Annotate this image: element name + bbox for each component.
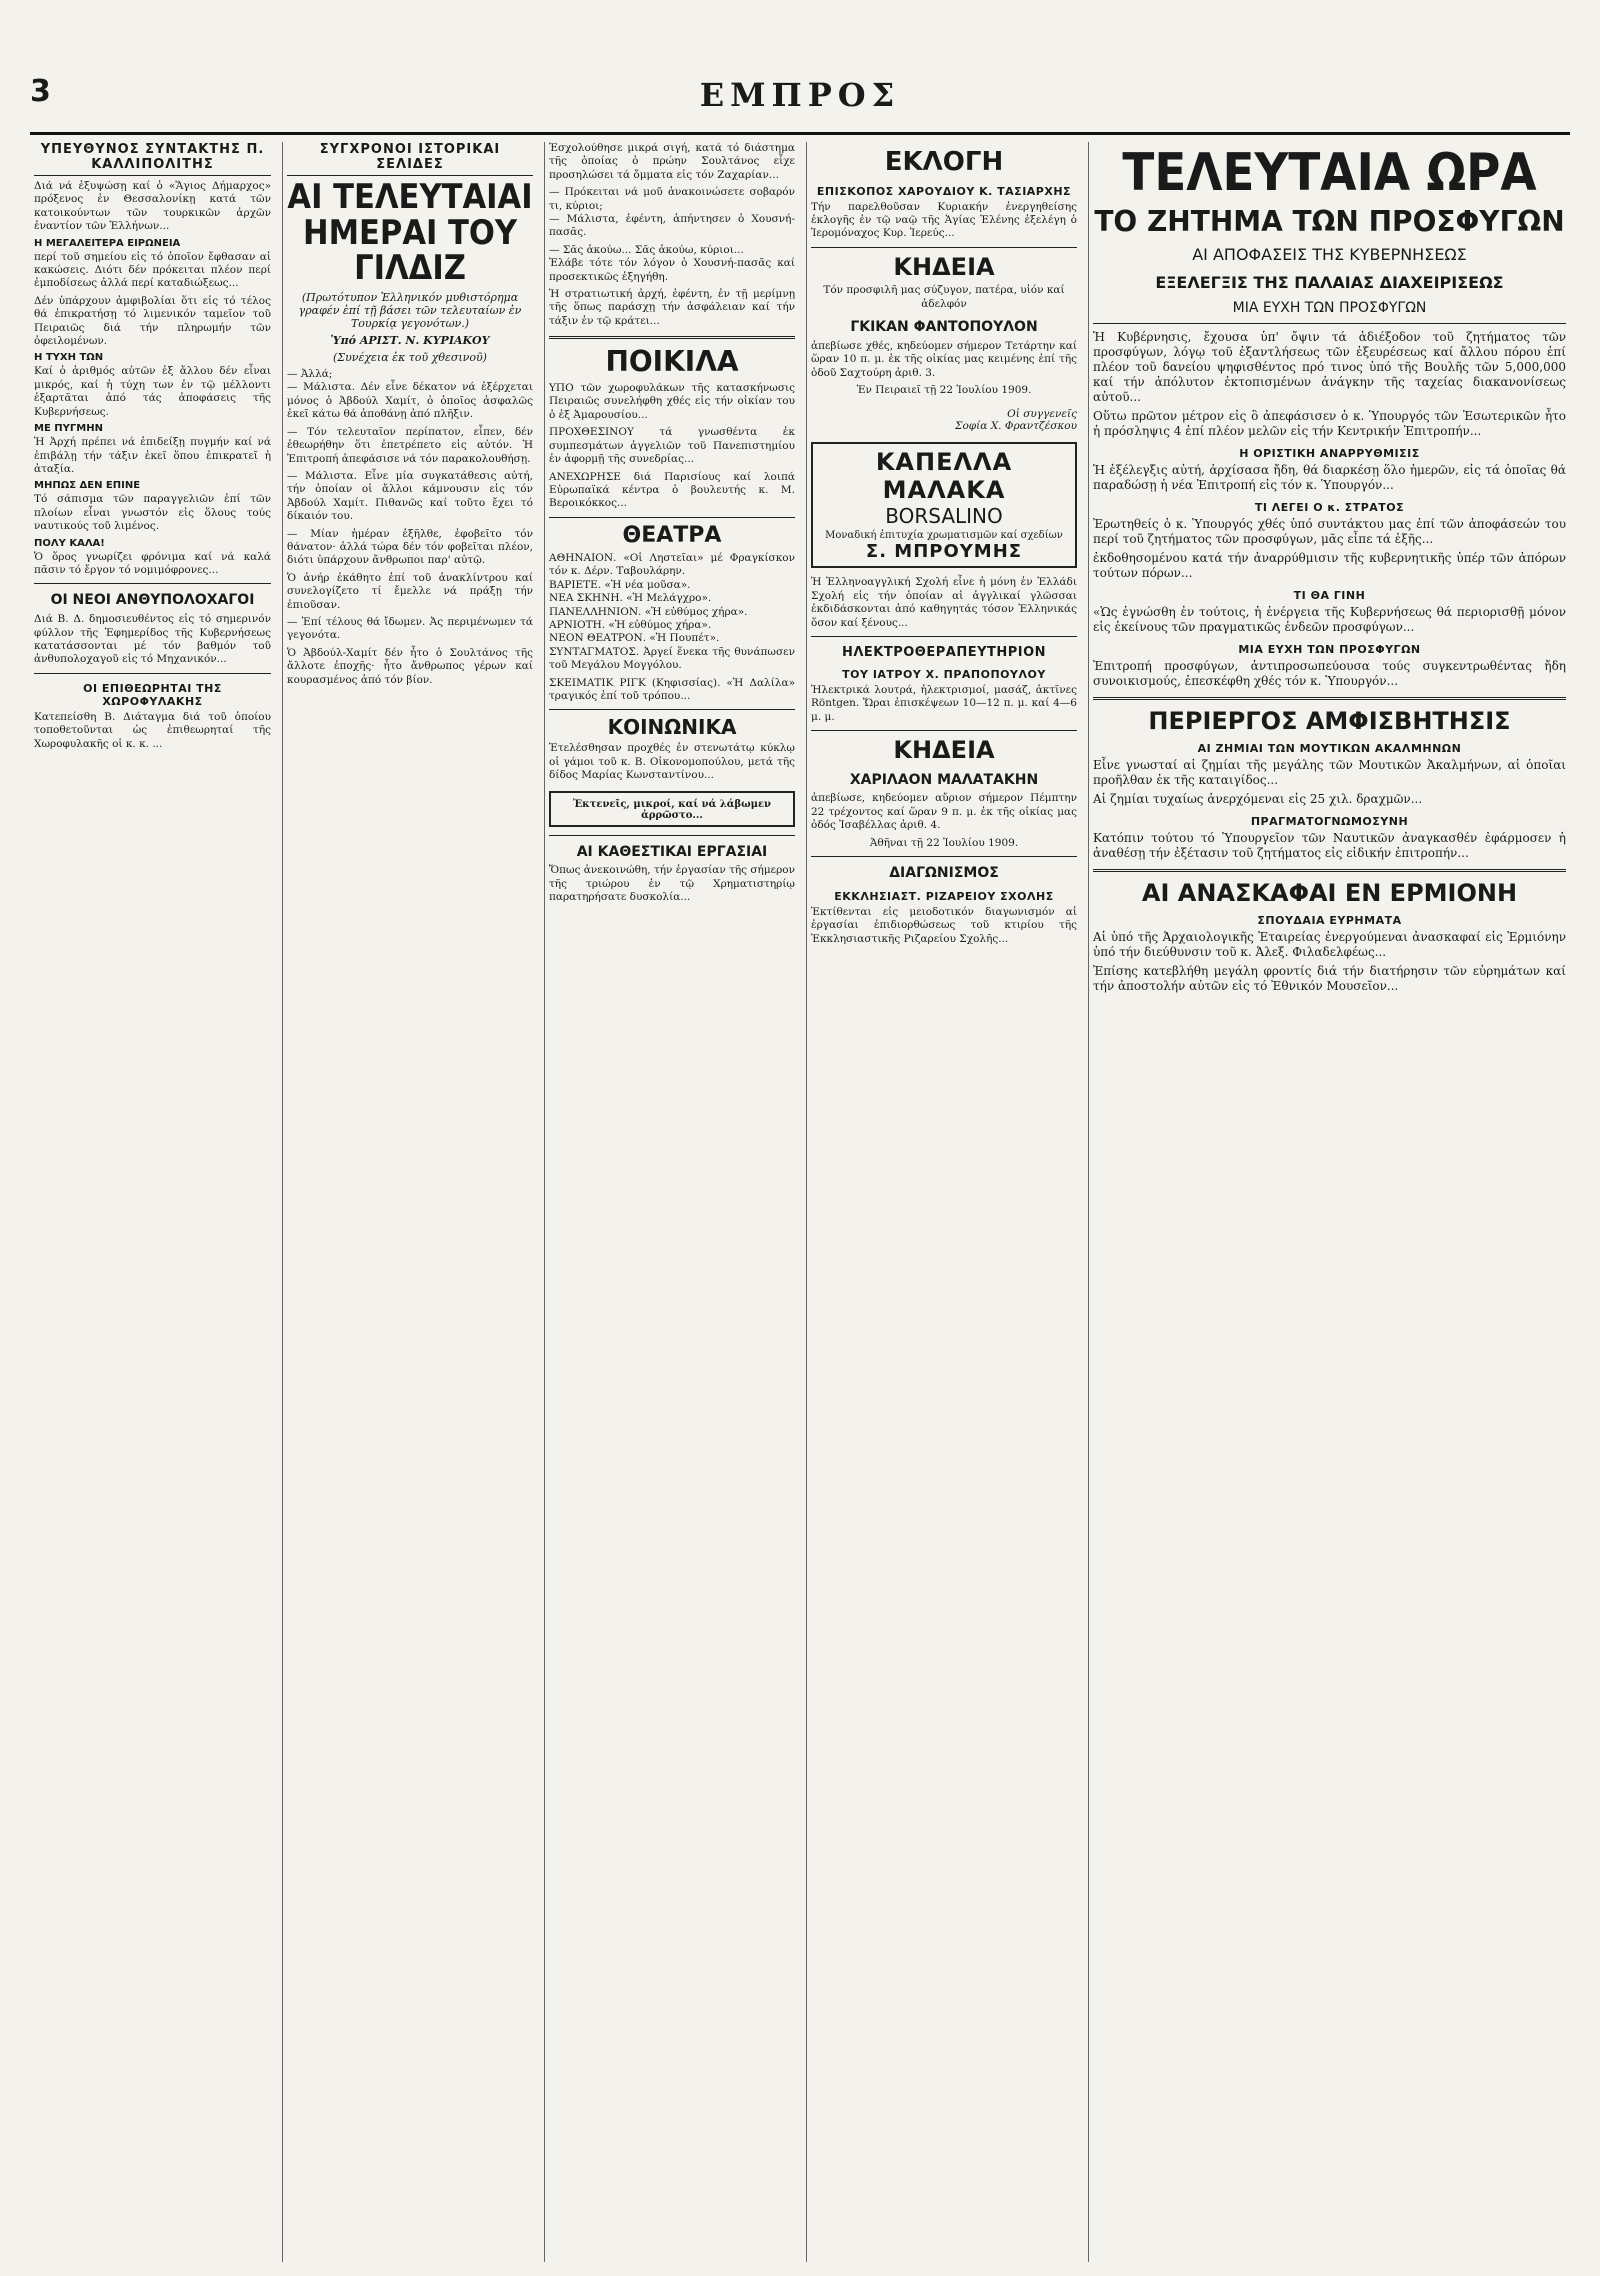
article-text: — Ἀλλά; — Μάλιστα. Δέν εἶνε δέκατον νά ἐξέρχεται μόνος ὁ Ἀβδούλ Χαμίτ, ὁ ὁποῖος ἀσφαλῶς ἐκεῖ κάτω θά ἀποθάνῃ ἀπό πλῆξιν. xyxy=(287,368,533,421)
article-text: Ἡ ἐξέλεγξις αὐτή, ἀρχίσασα ἤδη, θά διαρκέσῃ ὅλο ἡμερῶν, εἰς τά ὁποῖας θά παραδώσῃ ἡ νέα Ἐπιτροπή εἰς τόν κ. Ὑπουργόν... xyxy=(1093,462,1566,492)
article-text: Οὕτω πρῶτον μέτρον εἰς ὃ ἀπεφάσισεν ὁ κ. Ὑπουργός τῶν Ἐσωτερικῶν ἦτο ἡ πρόσληψις 4 ἐπί πλέον μελῶν εἰς τήν Κεντρικήν Ἐπιτροπήν... xyxy=(1093,408,1566,438)
notice-signature: Οἱ συγγενεῖς Σοφία Χ. Φραντζέσκου xyxy=(955,407,1077,432)
column-4 xyxy=(806,142,1081,2262)
divider xyxy=(549,709,795,710)
section-heading: ΔΙΑΓΩΝΙΣΜΟΣ xyxy=(889,865,999,882)
lead-deck: ΕΞΕΛΕΓΞΙΣ ΤΗΣ ΠΑΛΑΙΑΣ ΔΙΑΧΕΙΡΙΣΕΩΣ xyxy=(1155,272,1504,292)
notice-date: Ἀθῆναι τῇ 22 Ἰουλίου 1909. xyxy=(869,836,1019,849)
section-heading: ΑΙ ΑΝΑΣΚΑΦΑΙ ΕΝ ΕΡΜΙΟΝΗ xyxy=(1141,878,1518,907)
article-text: Ἐρωτηθείς ὁ κ. Ὑπουργός χθές ὑπό συντάκτου μας ἐπί τῶν ἀποφάσεών του περί τοῦ ζητήματος τῶν προσφύγων, μᾶς εἶπε τά ἑξῆς... xyxy=(1093,516,1566,546)
article-text: Ὁ ὅρος γνωρίζει φρόνιμα καί νά καλά πᾶσιν τό ἔργον τό νομιμόφρονες... xyxy=(34,550,271,576)
article-text: — Μίαν ἡμέραν ἐξῆλθε, ἐφοβεῖτο τόν θάνατον· ἀλλά τώρα δέν τόν φοβεῖται πλέον, διότι ὑπάρχουν ἄνθρωποι παρ' αὐτῷ. xyxy=(287,527,533,567)
article-text: — Πρόκειται νά μοῦ ἀνακοινώσετε σοβαρόν τι, κύριοι; — Μάλιστα, ἐφέντη, ἀπήντησεν ὁ Χουσνή-πασᾶς. xyxy=(549,186,795,239)
divider xyxy=(549,517,795,518)
section-heading: ΕΚΛΟΓΗ xyxy=(884,147,1004,177)
masthead xyxy=(30,72,1570,135)
deceased-name: ΧΑΡΙΛΑΟΝ ΜΑΛΑΤΑΚΗΝ xyxy=(849,771,1039,788)
article-text: Ἡ στρατιωτική ἀρχή, ἐφέντη, ἐν τῇ μερίμνῃ τῆς ὅπως παράσχῃ τήν ἀσφάλειαν καί τήν τάξιν ἐν τῷ κράτει... xyxy=(549,288,795,327)
deceased-name: ΓΚΙΚΑΝ ΦΑΝΤΟΠΟΥΛΟΝ xyxy=(850,319,1038,336)
feature-subtitle: (Πρωτότυπον Ἑλληνικόν μυθιστόρημα γραφέν ἐπί τῇ βάσει τῶν τελευταίων ἐν Τουρκίᾳ γεγονότων.) xyxy=(298,291,522,331)
article-text: Ἠλεκτρικά λουτρά, ἠλεκτρισμοί, μασάζ, ἀκτῖνες Röntgen. Ὥραι ἐπισκέψεων 10—12 π. μ. καί 4—6 μ. μ. xyxy=(811,684,1077,723)
section-heading: ΚΟΙΝΩΝΙΚΑ xyxy=(607,715,737,740)
section-subheading: ΑΙ ΖΗΜΙΑΙ ΤΩΝ ΜΟΥΤΙΚΩΝ ΑΚΑΛΜΗΝΩΝ xyxy=(1197,741,1462,755)
article-text: Διά Β. Δ. δημοσιευθέντος εἰς τό σημερινόν φύλλον τῆς Ἐφημερίδος τῆς Κυβερνήσεως κατατάσσονται μέ τόν βαθμόν τοῦ ἀνθυπολοχαγοῦ εἰς τό Μηχανικόν... xyxy=(34,613,271,666)
article-text: Ὁ Ἀβδούλ-Χαμίτ δέν ἦτο ὁ Σουλτάνος τῆς ἄλλοτε ἐποχῆς· ἦτο ἄνθρωπος γέρων καί κουρασμένος ἀπό τόν βίον. xyxy=(287,646,533,686)
feature-byline: Ὑπό ΑΡΙΣΤ. Ν. ΚΥΡΙΑΚΟΥ xyxy=(330,334,490,348)
section-heading: ΟΙ ΕΠΙΘΕΩΡΗΤΑΙ ΤΗΣ ΧΩΡΟΦΥΛΑΚΗΣ xyxy=(83,681,222,708)
section-heading: ΜΗΠΩΣ ΔΕΝ ΕΠΙΝΕ xyxy=(34,480,141,492)
section-heading: ΑΙ ΚΑΘΕΣΤΙΚΑΙ ΕΡΓΑΣΙΑΙ xyxy=(576,843,768,860)
section-heading: ΠΟΙΚΙΛΑ xyxy=(605,345,739,379)
section-heading: ΤΙ ΘΑ ΓΙΝΗ xyxy=(1293,588,1366,602)
article-text: ΣΚΕΙΜΑΤΙΚ ΡΙΓΚ (Κηφισσίας). «Ἡ Δαλίλα» τραγικός ἐπί τοῦ τρόπου... xyxy=(549,676,795,702)
page-number: 3 xyxy=(30,74,51,109)
divider xyxy=(1093,697,1566,700)
article-text: Ἡ Ἀρχή πρέπει νά ἐπιδείξῃ πυγμήν καί νά ἐπιβάλῃ τήν τάξιν ἐκεῖ ὅπου ἐπικρατεῖ ἡ ἀταξία. xyxy=(34,436,271,475)
section-heading: Η ΤΥΧΗ ΤΩΝ xyxy=(34,352,104,364)
continuation-note: (Συνέχεια ἐκ τοῦ χθεσινοῦ) xyxy=(333,351,487,365)
section-heading: ΠΟΛΥ ΚΑΛΑ! xyxy=(34,537,105,549)
article-text: Κατεπείσθη Β. Διάταγμα διά τοῦ ὁποίου τοποθετοῦνται ὡς ἐπιθεωρηταί τῆς Χωροφυλακῆς οἱ κ. κ. ... xyxy=(34,710,271,750)
article-text: Καί ὁ ἀριθμός αὐτῶν ἐξ ἄλλου δέν εἶναι μικρός, καί ἡ τύχη των ἐν τῷ μέλλοντι ἐξαρτᾶται ἀπό τάς ἀποφάσεις τῆς Κυβερνήσεως. xyxy=(34,365,271,418)
lead-deck: ΑΙ ΑΠΟΦΑΣΕΙΣ ΤΗΣ ΚΥΒΕΡΝΗΣΕΩΣ xyxy=(1192,245,1467,265)
divider xyxy=(811,247,1077,248)
article-text: Τόν προσφιλῆ μας σύζυγον, πατέρα, υἱόν καί ἀδελφόν xyxy=(823,284,1065,310)
lead-subheadline: ΤΟ ΖΗΤΗΜΑ ΤΩΝ ΠΡΟΣΦΥΓΩΝ xyxy=(1094,204,1565,238)
article-text: ΑΘΗΝΑΙΟΝ. «Οἱ Ληστεῖαι» μέ Φραγκίσκον τόν κ. Δέρν. Ταβουλάρην. ΒΑΡΙΕΤΕ. «Ἡ νέα μοῦσα». ΝΕΑ ΣΚΗΝΗ. «Ἡ Μελάγχρο». ΠΑΝΕΛΛΗΝΙΟΝ. «Ἡ εὐθύμος χήρα». ΑΡΝΙΟΤΗ. «Ἡ εὐθύμος χήρα». ΝΕΟΝ ΘΕΑΤΡΟΝ. «Ἡ Πουπέτ». ΣΥΝΤΑΓΜΑΤΟΣ. Ἀργεί ἕνεκα τῆς θυνάπωσεν τοῦ Μεγάλου Μογγόλου. xyxy=(549,551,795,672)
ad-text: Ἐκτενεῖς, μικροί, καί νά λάβωμεν ἀρρῶστο... xyxy=(573,798,771,821)
article-text: Ἐκτίθενται εἰς μειοδοτικόν διαγωνισμόν αἱ ἐργασίαι ἐπιδιορθώσεως τοῦ κτιρίου τῆς Ἐκκλησιαστικῆς Ριζαρείου Σχολῆς... xyxy=(811,905,1077,945)
section-subheading: ΣΠΟΥΔΑΙΑ ΕΥΡΗΜΑΤΑ xyxy=(1257,914,1402,928)
divider xyxy=(1093,323,1566,324)
advertisement xyxy=(811,442,1077,568)
lead-headline: ΤΕΛΕΥΤΑΙΑ ΩΡΑ xyxy=(1122,143,1537,203)
article-text: Ἡ Ἑλληνοαγγλική Σχολή εἶνε ἡ μόνη ἐν Ἑλλάδι Σχολή εἰς τήν ὁποίαν αἱ ἀγγλικαί γλῶσσαι ἐκδιδάσκονται ἀπό καθηγητάς τόσον Ἑλληνικάς ὅσον καί ξένους... xyxy=(811,576,1077,629)
divider xyxy=(34,673,271,674)
divider xyxy=(34,583,271,584)
article-text: ἀπεβίωσε χθές, κηδεύομεν σήμερον Τετάρτην καί ὥραν 10 π. μ. ἐκ τῆς οἰκίας μας κειμένης ἐπί τῆς ὁδοῦ Σαχτούρη ἀριθ. 3. xyxy=(811,339,1077,379)
article-text: «Ὡς ἐγνώσθη ἐν τούτοις, ἡ ἐνέργεια τῆς Κυβερνήσεως θά περιορισθῇ μόνον εἰς ἐκείνους τῶν πραγματικῶς ἐνδεῶν προσφύγων... xyxy=(1093,604,1566,634)
ad-headline: ΚΑΠΕΛΛΑ ΜΑΛΑΚΑ xyxy=(875,448,1013,505)
section-subheading: ΕΠΙΣΚΟΠΟΣ ΧΑΡΟΥΔΙΟΥ Κ. ΤΑΣΙΑΡΧΗΣ xyxy=(816,184,1072,198)
column-1 xyxy=(30,142,275,2262)
section-subheading: ΤΟΥ ΙΑΤΡΟΥ Χ. ΠΡΑΠΟΠΟΥΛΟΥ xyxy=(842,668,1046,682)
column-2 xyxy=(282,142,537,2262)
article-text: Ἐσχολούθησε μικρά σιγή, κατά τό διάστημα τῆς ὁποίας ὁ πρώην Σουλτάνος εἶχε προσηλώσει τά ὄμματα εἰς τόν Ζαχαρίαν... xyxy=(549,142,795,181)
section-heading: ΜΙΑ ΕΥΧΗ ΤΩΝ ΠΡΟΣΦΥΓΩΝ xyxy=(1238,642,1421,656)
section-heading: ΚΗΔΕΙΑ xyxy=(893,736,995,765)
article-text: Ὁ ἀνήρ ἐκάθητο ἐπί τοῦ ἀνακλίντρου καί συνελογίζετο τί ἔμελλε νά πράξῃ τήν ἐπιοῦσαν. xyxy=(287,571,533,611)
column-3 xyxy=(544,142,799,2262)
section-heading: Η ΟΡΙΣΤΙΚΗ ΑΝΑΡΡΥΘΜΙΣΙΣ xyxy=(1239,446,1420,460)
advertisement xyxy=(549,791,795,827)
notice-date: Ἐν Πειραιεῖ τῇ 22 Ἰουλίου 1909. xyxy=(856,384,1032,397)
divider xyxy=(1093,869,1566,872)
article-text: Ἐπίσης κατεβλήθη μεγάλη φροντίς διά τήν διατήρησιν τῶν εὑρημάτων καί τήν ἀποστολήν αὐτῶν εἰς τό Ἐθνικόν Μουσεῖον... xyxy=(1093,964,1566,994)
article-text: — Μάλιστα. Εἶνε μία συγκατάθεσις αὐτή, τήν ὁποίαν οἱ ἄλλοι κάμνουσιν εἰς τόν Ἀβδούλ Χαμίτ. Πιθανῶς καί τοῦτο ἔχει τό δίκαιόν του. xyxy=(287,469,533,523)
section-heading: ΤΙ ΛΕΓΕΙ Ο κ. ΣΤΡΑΤΟΣ xyxy=(1254,500,1405,514)
ad-brand: BORSALINO xyxy=(885,504,1003,529)
section-heading: ΚΗΔΕΙΑ xyxy=(893,252,995,281)
divider xyxy=(549,336,795,339)
article-text: — Τόν τελευταῖον περίπατον, εἶπεν, δέν ἐθεωρήθην ὅτι ἐπετρέπετο εἰς αὐτόν. Ἡ Ἐπιτροπή ἀπεφάσισε νά τόν παρακολουθήσῃ. xyxy=(287,425,533,465)
article-text: Ἐπιτροπή προσφύγων, ἀντιπροσωπεύουσα τούς συγκεντρωθέντας ἤδη συνοικισμούς, ἐπεσκέφθη χθές τόν κ. Ὑπουργόν... xyxy=(1093,658,1566,688)
feature-headline: ΑΙ ΤΕΛΕΥΤΑΙΑΙ ΗΜΕΡΑΙ ΤΟΥ ΓΙΛΔΙΖ xyxy=(287,177,533,289)
article-text: — Σᾶς ἀκούω... Σᾶς ἀκούω, κύριοι... Ἐλάβε τότε τόν λόγον ὁ Χουσνή-πασᾶς καί προσεκτικῶς ἐξηγήθη. xyxy=(549,243,795,283)
columns xyxy=(30,142,1570,2262)
article-text: Εἶνε γνωσταί αἱ ζημίαι τῆς μεγάλης τῶν Μουτικῶν Ἀκαλμήνων, αἱ ὁποῖαι προῆλθαν ἐκ τῆς καταιγίδος... xyxy=(1093,757,1566,787)
divider xyxy=(811,730,1077,731)
article-text: Τό σάπισμα τῶν παραγγελιῶν ἐπί τῶν πλοίων εἶναι γνωστόν εἰς ὅλους τούς ναυτικούς τοῦ λιμένος. xyxy=(34,493,271,533)
lead-deck: ΜΙΑ ΕΥΧΗ ΤΩΝ ΠΡΟΣΦΥΓΩΝ xyxy=(1232,299,1427,316)
article-text: Κατόπιν τούτου τό Ὑπουργεῖον τῶν Ναυτικῶν ἀναγκασθέν ἐφάρμοσεν ἡ ἀναθέσῃ τήν ἐξέτασιν τοῦ ζητήματος εἰς εἰδικήν ἐπιτροπήν... xyxy=(1093,830,1566,860)
section-heading: ΗΛΕΚΤΡΟΘΕΡΑΠΕΥΤΗΡΙΟΝ xyxy=(841,645,1047,661)
article-text: ΥΠΟ τῶν χωροφυλάκων τῆς κατασκήνωσις Πειραιῶς συνελήφθη χθές εἰς τήν οἰκίαν του ὁ ἐξ Ἀμαρουσίου... xyxy=(549,382,795,421)
column-5 xyxy=(1088,142,1570,2262)
article-text: Διά νά ἐξυψώσῃ καί ὁ «Ἅγιος Δήμαρχος» πρόξενος ἐν Θεσσαλονίκῃ κατά τῶν κατοικούντων τῶν τουρκικῶν ἀρχῶν ἐναντίον τῶν Ἑλλήνων... xyxy=(34,180,271,233)
article-text: Ὅπως ἀνεκοινώθη, τήν ἐργασίαν τῆς σήμερον τῆς τριώρου ἐν τῷ Χρηματιστηρίῳ παρατηρήσατε δυσκολία... xyxy=(549,864,795,904)
ad-text: Μοναδική ἐπιτυχία χρωματισμῶν καί σχεδίων xyxy=(825,530,1063,542)
ad-shop: Σ. ΜΠΡΟΥΜΗΣ xyxy=(865,541,1023,563)
newspaper-title: ΕΜΠΡΟΣ xyxy=(699,76,901,114)
section-heading: ΟΙ ΝΕΟΙ ΑΝΘΥΠΟΛΟΧΑΓΟΙ xyxy=(50,592,255,609)
article-text: Δέν ὑπάρχουν ἀμφιβολίαι ὅτι εἰς τό τέλος θά ἐπικρατήσῃ τό λιμενικόν ταμεῖον τοῦ Πειραιῶς διά τήν πληρωμήν τῶν ὀφειλομένων. xyxy=(34,294,271,348)
section-subheading: ΕΚΚΛΗΣΙΑΣΤ. ΡΙΖΑΡΕΙΟΥ ΣΧΟΛΗΣ xyxy=(834,889,1054,903)
divider xyxy=(811,856,1077,857)
article-text: — Ἐπί τέλους θά ἴδωμεν. Ἀς περιμένωμεν τά γεγονότα. xyxy=(287,615,533,642)
divider xyxy=(549,835,795,836)
section-heading: ΘΕΑΤΡΑ xyxy=(622,522,722,548)
section-heading: ΠΕΡΙΕΡΓΟΣ ΑΜΦΙΣΒΗΤΗΣΙΣ xyxy=(1148,706,1511,735)
article-text: Τήν παρελθοῦσαν Κυριακήν ἐνεργηθείσης ἐκλογῆς ἐν τῷ ναῷ τῆς Ἁγίας Ἑλένης ἐξελέγη ὁ Ἱερομόναχος Κυρ. Ἱερεύς... xyxy=(811,200,1077,240)
article-text: ἐκδοθησομένου κατά τήν ἀναρρύθμισιν τῆς κυβερνητικῆς ὑπέρ τῶν ἀπόρων τούτων πόρων... xyxy=(1093,550,1566,580)
article-text: Αἱ ζημίαι τυχαίως ἀνερχόμεναι εἰς 25 χιλ. δραχμῶν... xyxy=(1093,791,1423,806)
article-text: Ἑτελέσθησαν προχθές ἐν στενωτάτῳ κύκλῳ οἱ γάμοι τοῦ κ. Β. Οἰκονομοπούλου, μετά τῆς δίδος Μαρίας Κωνσταντίνου... xyxy=(549,742,795,782)
article-text: περί τοῦ σημείου εἰς τό ὁποῖον ἔφθασαν αἱ κακώσεις. Διότι δέν πρόκειται πλέον περί ἐμποδίσεως ἀλλά περί καταδιώξεως... xyxy=(34,250,271,290)
section-heading: Η ΜΕΓΑΛΕΙΤΕΡΑ ΕΙΡΩΝΕΙΑ xyxy=(34,237,181,249)
section-heading: ΜΕ ΠΥΓΜΗΝ xyxy=(34,423,103,435)
article-text: Αἱ ὑπό τῆς Ἀρχαιολογικῆς Ἑταιρείας ἐνεργούμεναι ἀνασκαφαί εἰς Ἑρμιόνην ὑπό τήν διεύθυνσιν τοῦ κ. Ἀλεξ. Φιλαδελφέως... xyxy=(1093,930,1566,960)
section-heading: ΠΡΑΓΜΑΤΟΓΝΩΜΟΣΥΝΗ xyxy=(1250,814,1409,828)
article-text: ΠΡΟΧΘΕΣΙΝΟΥ τά γνωσθέντα ἐκ συμπεσμάτων ἀγγελιῶν τοῦ Πανεπιστημίου ἐν ἀφορμῇ τῆς συνεδρίας... xyxy=(549,426,795,466)
article-text: Ἡ Κυβέρνησις, ἔχουσα ὑπ' ὄψιν τά ἀδιέξοδον τοῦ ζητήματος τῶν προσφύγων, λόγῳ τοῦ ἐξαντλήσεως τῶν ἐξευρέσεως καί ἄλλου πόρου ἐπί πλέον τοῦ δανείου ψηφισθέντος πρό τινος ὑπό τῆς Βουλῆς τῶν 5,000,000 καί τήν ἀπόλυτον ἐκτοπισμένων ἀνάγκην τῆς ταχείας διακανονίσεως αὐτοῦ... xyxy=(1093,329,1566,404)
article-text: ἀπεβίωσε, κηδεύομεν αὔριον σήμερον Πέμπτην 22 τρέχοντος καί ὥραν 9 π. μ. ἐκ τῆς οἰκίας μας ὁδός Ἰσαβέλλας ἀριθ. 4. xyxy=(811,792,1077,832)
divider xyxy=(811,636,1077,637)
series-kicker: ΣΥΓΧΡΟΝΟΙ ΙΣΤΟΡΙΚΑΙ ΣΕΛΙΔΕΣ xyxy=(287,142,533,176)
editor-kicker: ΥΠΕΥΘΥΝΟΣ ΣΥΝΤΑΚΤΗΣ Π. ΚΑΛΛΙΠΟΛΙΤΗΣ xyxy=(34,142,271,176)
article-text: ΑΝΕΧΩΡΗΣΕ διά Παρισίους καί λοιπά Εὐρωπαϊκά κέντρα ὁ βουλευτής κ. Μ. Βεροικόκκος... xyxy=(549,470,795,510)
